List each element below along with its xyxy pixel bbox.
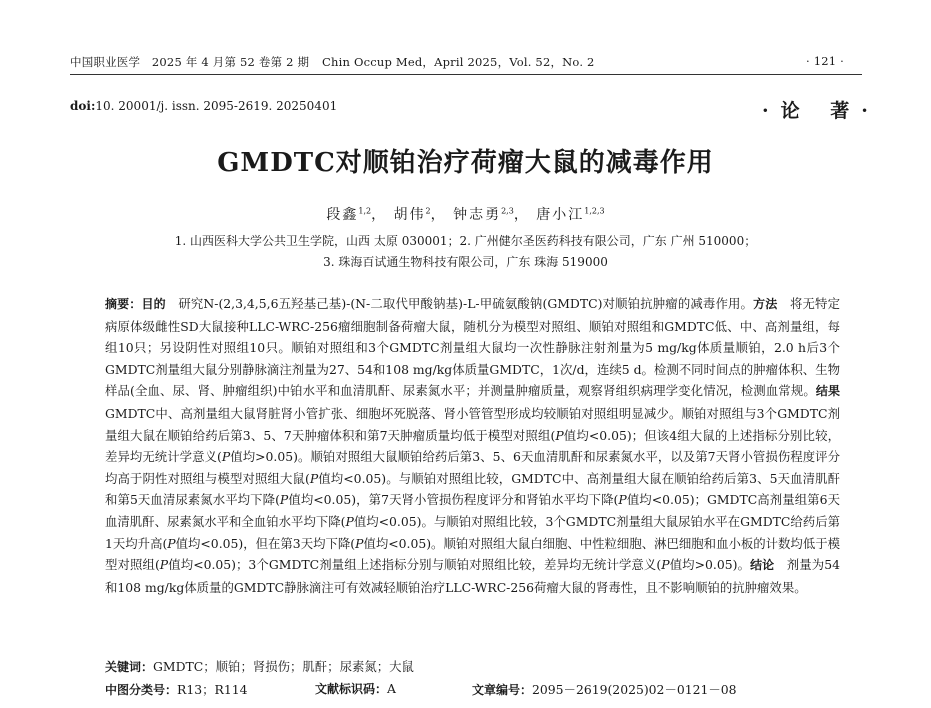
section-tag: ·论 著· [762, 100, 880, 122]
abstract-results: 值均<0.05)；GMDTC高剂量组第6天血清肌酐、尿素氮水平和全血铂水平均下降( [105, 492, 841, 529]
author-list: 段鑫$^{1,2}$， 胡伟$^2$， 钟志勇$^{2,3}$， 唐小江$^{1,2,3}$ [326, 206, 605, 223]
author-affiliation: 2,3 [501, 206, 514, 216]
abstract [105, 293, 840, 598]
document-code [315, 680, 396, 697]
header-rule [70, 74, 862, 75]
doi-line [70, 99, 337, 113]
abstract-results: 值均<0.05)，但在第3天均下降( [175, 535, 356, 551]
article-number-value: 2095－2619(2025)02－0121－08 [532, 682, 737, 697]
journal-header-cn: 中国职业医学 2025 年 4 月第 52 卷第 2 期 [70, 55, 310, 69]
document-code-label: 文献标识码： [315, 682, 388, 696]
abstract-objective: 研究N-(2,3,4,5,6五羟基己基)-(N-二取代甲酸钠基)-L-甲硫氨酸钠(GMDTC)对顺铂抗肿瘤的减毒作用。 [178, 296, 754, 311]
p-symbol: P [309, 470, 319, 486]
author-name: 唐小江 [536, 207, 585, 223]
abstract-label: 摘要：目的 [105, 297, 166, 311]
abstract-results: 值均<0.05)。与顺铂对照组比较，3个GMDTC剂量组大鼠尿铂水平在GMDTC给药后第1天均升高( [105, 513, 840, 551]
p-symbol: P [221, 449, 231, 465]
author-name: 胡伟 [393, 207, 426, 223]
journal-header-en: Chin Occup Med，April 2025，Vol. 52，No. 2 [322, 55, 595, 69]
clc-value: R13；R114 [177, 682, 248, 697]
abstract-results: 值均<0.05)，第7天肾小管损伤程度评分和肾铂水平均下降( [288, 492, 619, 508]
author-affiliation: 2 [425, 206, 431, 216]
document-code-value: A [387, 681, 396, 696]
conclusion-label: 结论 [750, 558, 775, 573]
p-symbol: P [618, 492, 627, 508]
clc-label: 中图分类号： [105, 683, 178, 697]
doi-label: doi: [70, 99, 96, 113]
article-number-label: 文章编号： [472, 683, 533, 697]
affiliation-line-2: 3. 珠海百试通生物科技有限公司，广东 珠海 519000 [323, 255, 608, 269]
p-symbol: P [555, 427, 564, 443]
p-symbol: P [661, 557, 670, 573]
p-symbol: P [279, 492, 289, 508]
results-label: 结果 [815, 384, 840, 399]
keywords-line [105, 657, 414, 675]
p-symbol: P [159, 557, 169, 573]
abstract-methods: 将无特定病原体级雌性SD大鼠接种LLC-WRC-256瘤细胞制备荷瘤大鼠，随机分为模型对照组、顺铂对照组和GMDTC低、中、高剂量组，每组10只；另设阴性对照组10只。顺铂对照组和3个GMDTC剂量组大鼠均一次性静脉注射剂量为5 mg/kg体质量顺铂，2.0 h后3个GMDTC剂量组大鼠分别静脉滴注剂量为27、54和108 mg/kg体质量GMDTC，1次/d，连续5 d。检测不同时间点的肿瘤体积、生物样品(全血、尿、肾、肿瘤组织)中铂水平和血清肌酐、尿素氮水平；并测量肿瘤质量，观察肾组织病理学变化情况，检测血常规。 [105, 296, 840, 399]
abstract-conclusion: 剂量为54和108 mg/kg体质量的GMDTC静脉滴注可有效减轻顺铂治疗LLC-WRC-256荷瘤大鼠的肾毒性，且不影响顺铂的抗肿瘤效果。 [105, 557, 840, 595]
author-name: 段鑫 [326, 207, 359, 223]
author-affiliation: 1,2,3 [584, 206, 605, 216]
methods-label: 方法 [753, 297, 778, 311]
abstract-results: 值均<0.05)。顺铂对照组大鼠白细胞、中性粒细胞、淋巴细胞和血小板的计数均低于模型对照组( [105, 535, 841, 573]
clc-number [105, 680, 247, 698]
abstract-results: 值均<0.05)；但该4组大鼠的上述指标分别比较，差异均无统计学意义( [105, 427, 840, 465]
abstract-results: 值均>0.05)。顺铂对照组大鼠顺铂给药后第3、5、6天血清肌酐和尿素氮水平，以及第7天肾小管损伤程度评分均高于阴性对照组与模型对照组大鼠( [105, 449, 840, 486]
article-number [472, 680, 737, 698]
page-number: · 121 · [806, 54, 844, 68]
keywords-label: 关键词： [105, 660, 154, 674]
abstract-results: 值均>0.05)。 [669, 557, 751, 573]
p-symbol: P [345, 513, 354, 529]
author-name: 钟志勇 [453, 207, 502, 223]
abstract-results: 值均<0.05)。与顺铂对照组比较，GMDTC中、高剂量组大鼠在顺铂给药后第3、5天血清肌酐和第5天血清尿素氮水平均下降( [105, 470, 840, 508]
abstract-results: GMDTC中、高剂量组大鼠肾脏肾小管扩张、细胞坏死脱落、肾小管管型形成均较顺铂对照组明显减少。顺铂对照组与3个GMDTC剂量组大鼠在顺铂给药后第3、5、7天肿瘤体积和第7天肿瘤质量均低于模型对照组( [105, 405, 840, 443]
p-symbol: P [167, 535, 176, 551]
doi-value[interactable]: 10. 20001/j. issn. 2095-2619. 20250401 [95, 99, 338, 113]
keywords-value: GMDTC；顺铂；肾损伤；肌酐；尿素氮；大鼠 [153, 659, 414, 674]
abstract-results: 值均<0.05)；3个GMDTC剂量组上述指标分别与顺铂对照组比较，差异均无统计学意义( [168, 557, 662, 573]
author-affiliation: 1,2 [358, 206, 372, 216]
p-symbol: P [355, 535, 364, 551]
article-title: GMDTC对顺铂治疗荷瘤大鼠的减毒作用 [217, 148, 714, 178]
affiliation-line-1: 1. 山西医科大学公共卫生学院，山西 太原 030001；2. 广州健尔圣医药科技有限公司，广东 广州 510000； [174, 234, 757, 248]
